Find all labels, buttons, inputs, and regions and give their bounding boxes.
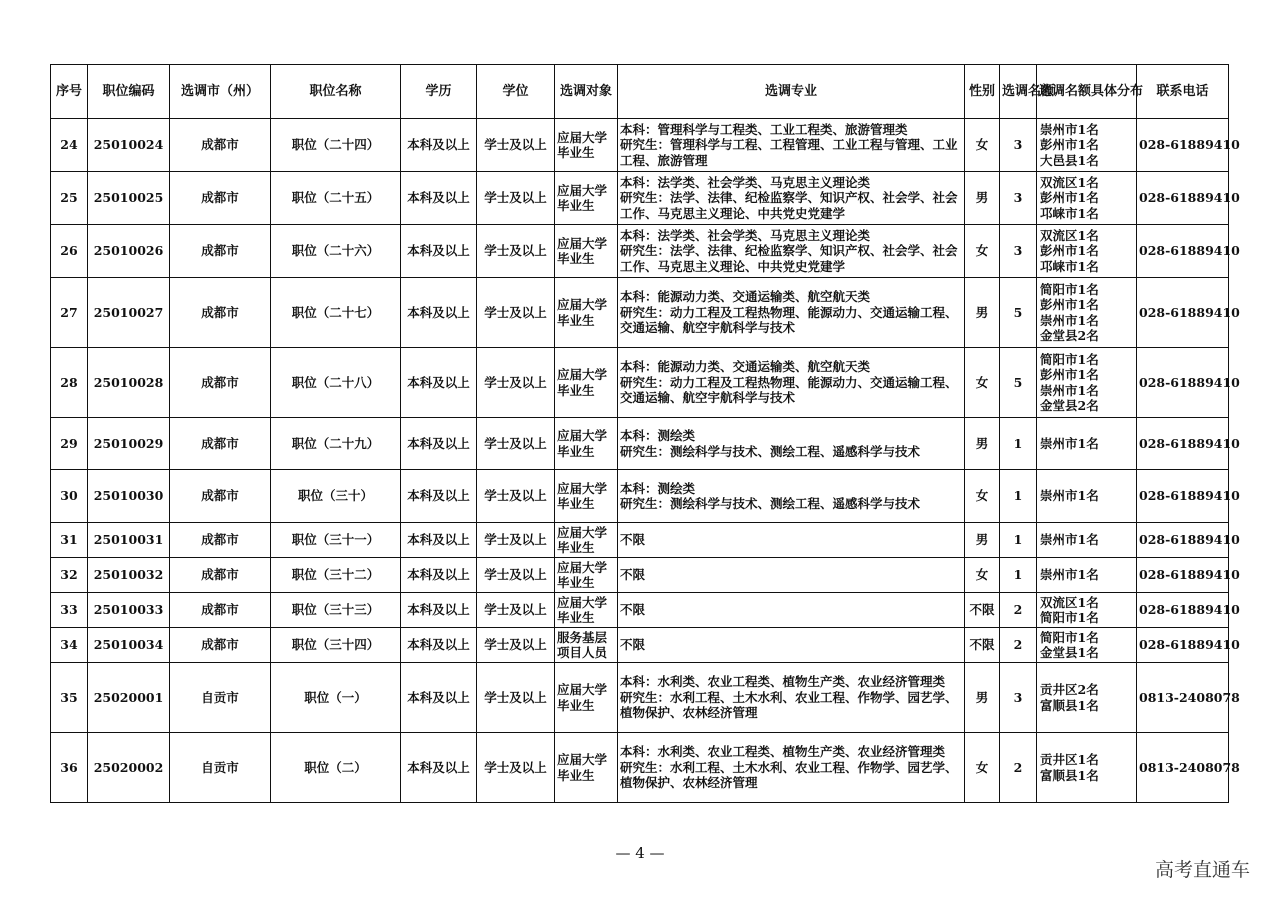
cell-position: 职位（一）: [271, 663, 401, 733]
cell-major: 本科：法学类、社会学类、马克思主义理论类 研究生：法学、法律、纪检监察学、知识产权、社会学、社会工作、马克思主义理论、中共党史党建学: [618, 172, 965, 225]
page-number: — 4 —: [615, 844, 665, 862]
cell-code: 25010032: [88, 558, 170, 593]
cell-seq: 26: [51, 225, 88, 278]
cell-degree: 学士及以上: [477, 119, 555, 172]
cell-distribution: 崇州市1名: [1037, 470, 1137, 523]
cell-gender: 女: [965, 733, 1000, 803]
cell-position: 职位（二十六）: [271, 225, 401, 278]
cell-quota: 5: [1000, 348, 1037, 418]
cell-major: 本科：法学类、社会学类、马克思主义理论类 研究生：法学、法律、纪检监察学、知识产权、社会学、社会工作、马克思主义理论、中共党史党建学: [618, 225, 965, 278]
header-distribution: 选调名额具体分布: [1037, 65, 1137, 119]
cell-major: 本科：水利类、农业工程类、植物生产类、农业经济管理类 研究生：水利工程、土木水利、农业工程、作物学、园艺学、植物保护、农林经济管理: [618, 663, 965, 733]
cell-seq: 31: [51, 523, 88, 558]
cell-phone: 028-61889410: [1137, 470, 1229, 523]
cell-degree: 学士及以上: [477, 733, 555, 803]
cell-quota: 1: [1000, 558, 1037, 593]
table-row: [51, 663, 1229, 733]
cell-position: 职位（三十一）: [271, 523, 401, 558]
cell-education: 本科及以上: [401, 523, 477, 558]
header-degree: 学位: [477, 65, 555, 119]
table-row: [51, 278, 1229, 348]
header-position: 职位名称: [271, 65, 401, 119]
cell-major: 本科：能源动力类、交通运输类、航空航天类 研究生：动力工程及工程热物理、能源动力、交通运输工程、交通运输、航空宇航科学与技术: [618, 278, 965, 348]
cell-degree: 学士及以上: [477, 470, 555, 523]
cell-phone: 028-61889410: [1137, 593, 1229, 628]
cell-education: 本科及以上: [401, 470, 477, 523]
cell-target: 服务基层项目人员: [555, 628, 618, 663]
table-row: [51, 172, 1229, 225]
cell-seq: 33: [51, 593, 88, 628]
cell-seq: 29: [51, 418, 88, 470]
cell-gender: 女: [965, 470, 1000, 523]
cell-code: 25010034: [88, 628, 170, 663]
cell-distribution: 双流区1名 简阳市1名: [1037, 593, 1137, 628]
cell-major: 本科：管理科学与工程类、工业工程类、旅游管理类 研究生：管理科学与工程、工程管理、工业工程与管理、工业工程、旅游管理: [618, 119, 965, 172]
cell-quota: 2: [1000, 593, 1037, 628]
header-city: 选调市（州）: [170, 65, 271, 119]
header-seq: 序号: [51, 65, 88, 119]
cell-distribution: 崇州市1名 彭州市1名 大邑县1名: [1037, 119, 1137, 172]
cell-city: 自贡市: [170, 663, 271, 733]
cell-seq: 25: [51, 172, 88, 225]
cell-seq: 36: [51, 733, 88, 803]
cell-phone: 028-61889410: [1137, 278, 1229, 348]
cell-education: 本科及以上: [401, 225, 477, 278]
cell-phone: 028-61889410: [1137, 119, 1229, 172]
header-target: 选调对象: [555, 65, 618, 119]
cell-phone: 028-61889410: [1137, 418, 1229, 470]
cell-distribution: 双流区1名 彭州市1名 邛崃市1名: [1037, 172, 1137, 225]
cell-phone: 028-61889410: [1137, 172, 1229, 225]
cell-quota: 3: [1000, 119, 1037, 172]
cell-position: 职位（三十三）: [271, 593, 401, 628]
cell-education: 本科及以上: [401, 593, 477, 628]
table-row: [51, 593, 1229, 628]
cell-code: 25010026: [88, 225, 170, 278]
cell-phone: 028-61889410: [1137, 628, 1229, 663]
cell-education: 本科及以上: [401, 348, 477, 418]
cell-target: 应届大学毕业生: [555, 523, 618, 558]
cell-degree: 学士及以上: [477, 628, 555, 663]
cell-gender: 男: [965, 663, 1000, 733]
cell-quota: 2: [1000, 628, 1037, 663]
cell-phone: 0813-2408078: [1137, 733, 1229, 803]
cell-distribution: 简阳市1名 金堂县1名: [1037, 628, 1137, 663]
cell-city: 成都市: [170, 225, 271, 278]
cell-position: 职位（二十五）: [271, 172, 401, 225]
header-code: 职位编码: [88, 65, 170, 119]
cell-degree: 学士及以上: [477, 558, 555, 593]
cell-quota: 3: [1000, 663, 1037, 733]
cell-quota: 1: [1000, 523, 1037, 558]
table-row: [51, 418, 1229, 470]
cell-education: 本科及以上: [401, 278, 477, 348]
table-row: [51, 470, 1229, 523]
cell-major: 本科：测绘类 研究生：测绘科学与技术、测绘工程、遥感科学与技术: [618, 418, 965, 470]
cell-seq: 32: [51, 558, 88, 593]
cell-major: 不限: [618, 523, 965, 558]
table-row: [51, 733, 1229, 803]
cell-distribution: 贡井区2名 富顺县1名: [1037, 663, 1137, 733]
cell-seq: 34: [51, 628, 88, 663]
cell-code: 25010024: [88, 119, 170, 172]
table-row: [51, 523, 1229, 558]
cell-distribution: 崇州市1名: [1037, 523, 1137, 558]
cell-degree: 学士及以上: [477, 172, 555, 225]
cell-seq: 27: [51, 278, 88, 348]
cell-target: 应届大学毕业生: [555, 119, 618, 172]
cell-target: 应届大学毕业生: [555, 558, 618, 593]
cell-gender: 不限: [965, 593, 1000, 628]
cell-quota: 5: [1000, 278, 1037, 348]
cell-distribution: 简阳市1名 彭州市1名 崇州市1名 金堂县2名: [1037, 278, 1137, 348]
cell-position: 职位（二十九）: [271, 418, 401, 470]
cell-code: 25010027: [88, 278, 170, 348]
cell-code: 25010028: [88, 348, 170, 418]
cell-position: 职位（二十八）: [271, 348, 401, 418]
table-body: [51, 119, 1240, 803]
cell-degree: 学士及以上: [477, 663, 555, 733]
positions-table: [50, 64, 1240, 803]
cell-gender: 男: [965, 278, 1000, 348]
cell-degree: 学士及以上: [477, 278, 555, 348]
table-row: [51, 628, 1229, 663]
cell-major: 本科：测绘类 研究生：测绘科学与技术、测绘工程、遥感科学与技术: [618, 470, 965, 523]
cell-seq: 28: [51, 348, 88, 418]
cell-position: 职位（二十四）: [271, 119, 401, 172]
cell-degree: 学士及以上: [477, 348, 555, 418]
cell-education: 本科及以上: [401, 663, 477, 733]
cell-city: 成都市: [170, 172, 271, 225]
table-row: [51, 348, 1229, 418]
cell-gender: 女: [965, 119, 1000, 172]
cell-distribution: 崇州市1名: [1037, 558, 1137, 593]
cell-distribution: 贡井区1名 富顺县1名: [1037, 733, 1137, 803]
cell-target: 应届大学毕业生: [555, 733, 618, 803]
cell-city: 成都市: [170, 119, 271, 172]
cell-code: 25010033: [88, 593, 170, 628]
cell-city: 成都市: [170, 418, 271, 470]
cell-major: 本科：水利类、农业工程类、植物生产类、农业经济管理类 研究生：水利工程、土木水利、农业工程、作物学、园艺学、植物保护、农林经济管理: [618, 733, 965, 803]
cell-phone: 028-61889410: [1137, 523, 1229, 558]
header-gender: 性别: [965, 65, 1000, 119]
cell-city: 自贡市: [170, 733, 271, 803]
cell-education: 本科及以上: [401, 418, 477, 470]
cell-city: 成都市: [170, 278, 271, 348]
cell-gender: 男: [965, 418, 1000, 470]
cell-major: 不限: [618, 593, 965, 628]
cell-position: 职位（三十二）: [271, 558, 401, 593]
cell-seq: 24: [51, 119, 88, 172]
cell-position: 职位（二十七）: [271, 278, 401, 348]
cell-city: 成都市: [170, 558, 271, 593]
cell-phone: 028-61889410: [1137, 348, 1229, 418]
cell-target: 应届大学毕业生: [555, 593, 618, 628]
cell-gender: 男: [965, 172, 1000, 225]
cell-gender: 女: [965, 558, 1000, 593]
cell-code: 25010031: [88, 523, 170, 558]
cell-code: 25010025: [88, 172, 170, 225]
cell-city: 成都市: [170, 593, 271, 628]
cell-degree: 学士及以上: [477, 593, 555, 628]
cell-degree: 学士及以上: [477, 523, 555, 558]
cell-target: 应届大学毕业生: [555, 225, 618, 278]
cell-phone: 028-61889410: [1137, 558, 1229, 593]
cell-quota: 3: [1000, 172, 1037, 225]
cell-major: 本科：能源动力类、交通运输类、航空航天类 研究生：动力工程及工程热物理、能源动力、交通运输工程、交通运输、航空宇航科学与技术: [618, 348, 965, 418]
cell-education: 本科及以上: [401, 733, 477, 803]
cell-position: 职位（三十四）: [271, 628, 401, 663]
header-education: 学历: [401, 65, 477, 119]
cell-target: 应届大学毕业生: [555, 278, 618, 348]
table-row: [51, 225, 1229, 278]
cell-education: 本科及以上: [401, 558, 477, 593]
cell-education: 本科及以上: [401, 628, 477, 663]
cell-city: 成都市: [170, 628, 271, 663]
cell-target: 应届大学毕业生: [555, 418, 618, 470]
cell-code: 25020002: [88, 733, 170, 803]
cell-target: 应届大学毕业生: [555, 663, 618, 733]
header-phone: 联系电话: [1137, 65, 1229, 119]
cell-gender: 女: [965, 348, 1000, 418]
cell-phone: 028-61889410: [1137, 225, 1229, 278]
cell-city: 成都市: [170, 523, 271, 558]
cell-major: 不限: [618, 628, 965, 663]
cell-city: 成都市: [170, 348, 271, 418]
watermark: 高考直通车: [1154, 859, 1250, 881]
table-row: [51, 119, 1229, 172]
cell-position: 职位（三十）: [271, 470, 401, 523]
cell-quota: 3: [1000, 225, 1037, 278]
cell-target: 应届大学毕业生: [555, 348, 618, 418]
cell-education: 本科及以上: [401, 172, 477, 225]
cell-target: 应届大学毕业生: [555, 172, 618, 225]
cell-seq: 35: [51, 663, 88, 733]
cell-quota: 2: [1000, 733, 1037, 803]
cell-phone: 0813-2408078: [1137, 663, 1229, 733]
cell-gender: 不限: [965, 628, 1000, 663]
cell-education: 本科及以上: [401, 119, 477, 172]
cell-major: 不限: [618, 558, 965, 593]
cell-quota: 1: [1000, 470, 1037, 523]
header-row: [51, 65, 1229, 119]
cell-gender: 男: [965, 523, 1000, 558]
cell-degree: 学士及以上: [477, 225, 555, 278]
cell-distribution: 简阳市1名 彭州市1名 崇州市1名 金堂县2名: [1037, 348, 1137, 418]
cell-target: 应届大学毕业生: [555, 470, 618, 523]
cell-degree: 学士及以上: [477, 418, 555, 470]
cell-position: 职位（二）: [271, 733, 401, 803]
cell-distribution: 崇州市1名: [1037, 418, 1137, 470]
table-row: [51, 558, 1229, 593]
cell-quota: 1: [1000, 418, 1037, 470]
header-quota: 选调名额: [1000, 65, 1037, 119]
cell-city: 成都市: [170, 470, 271, 523]
cell-code: 25010029: [88, 418, 170, 470]
header-major: 选调专业: [618, 65, 965, 119]
cell-distribution: 双流区1名 彭州市1名 邛崃市1名: [1037, 225, 1137, 278]
cell-code: 25020001: [88, 663, 170, 733]
cell-seq: 30: [51, 470, 88, 523]
cell-code: 25010030: [88, 470, 170, 523]
cell-gender: 女: [965, 225, 1000, 278]
